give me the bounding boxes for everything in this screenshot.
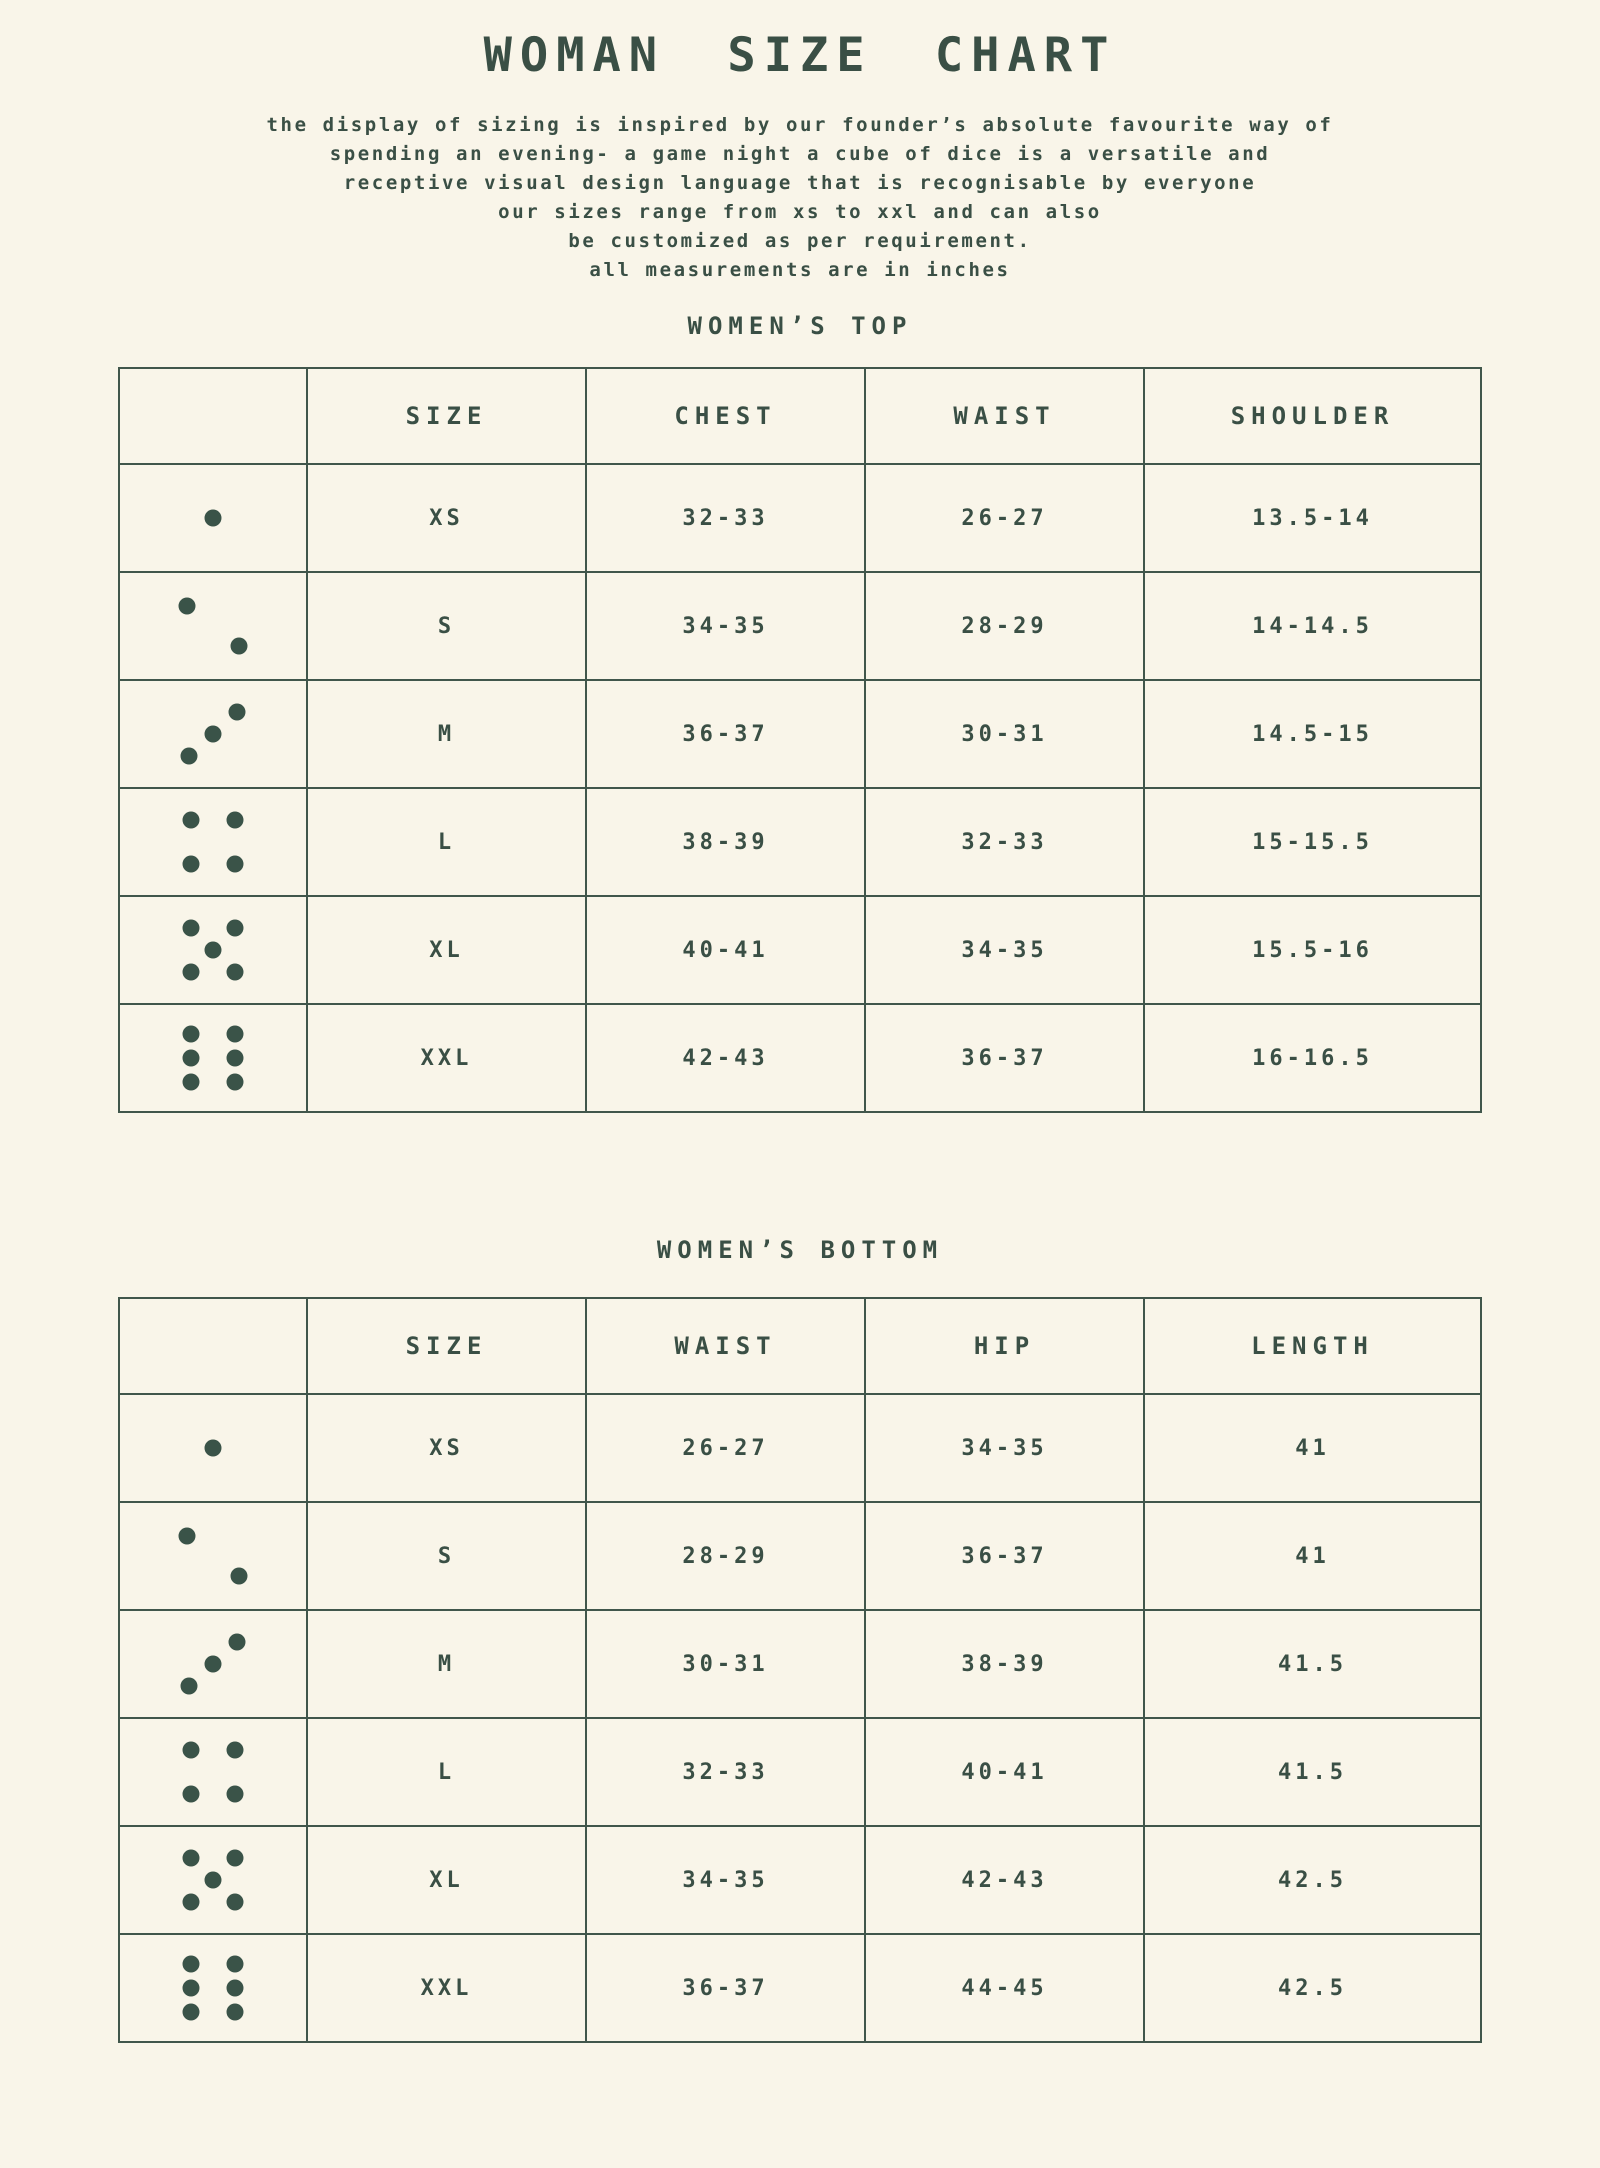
value-cell: 36-37 [585,681,864,787]
table-row [120,787,1480,895]
value-cell: 38-39 [864,1611,1143,1717]
dice-1-icon [177,486,249,550]
value-cell: 32-33 [585,1719,864,1825]
dice-cell [120,897,306,1003]
dice-pip [183,1074,200,1091]
page-title: WOMAN SIZE CHART [483,28,1117,83]
table-row [120,895,1480,1003]
dice-cell [120,1935,306,2041]
dice-cell [120,1827,306,1933]
header-row [120,1299,1480,1393]
intro-paragraph [0,111,1600,285]
dice-pip [230,1568,247,1585]
dice-5-icon [177,1848,249,1912]
dice-pip [226,1893,243,1910]
size-cell: XS [306,465,585,571]
dice-2-icon [177,594,249,658]
dice-pip [228,1633,245,1650]
table-row [120,1933,1480,2041]
dice-3-icon [177,1632,249,1696]
dice-pip [179,1527,196,1544]
dice-pip [226,1785,243,1802]
header-cell-chest: CHEST [585,369,864,463]
dice-6-icon [177,1026,249,1090]
dice-pip [226,1980,243,1997]
value-cell: 34-35 [585,1827,864,1933]
value-cell: 15-15.5 [1143,789,1480,895]
header-cell-waist: WAIST [864,369,1143,463]
value-cell: 28-29 [585,1503,864,1609]
intro-line: spending an evening- a game night a cube of dice is a versatile and [329,143,1271,165]
dice-pip [226,855,243,872]
value-cell: 40-41 [585,897,864,1003]
table-row [120,571,1480,679]
dice-pip [183,1850,200,1867]
header-cell-size: SIZE [306,369,585,463]
dice-pip [226,812,243,829]
value-cell: 38-39 [585,789,864,895]
dice-pip [183,1955,200,1972]
value-cell: 26-27 [585,1395,864,1501]
dice-5-icon [177,918,249,982]
dice-pip [183,855,200,872]
value-cell: 42-43 [585,1005,864,1111]
dice-pip [226,1955,243,1972]
intro-line: receptive visual design language that is recognisable by everyone [343,172,1257,194]
womens-top-section [0,311,1600,1113]
value-cell: 36-37 [585,1935,864,2041]
dice-pip [183,1893,200,1910]
dice-pip [226,1050,243,1067]
value-cell: 13.5-14 [1143,465,1480,571]
table-title: WOMEN’S BOTTOM [656,1236,944,1264]
dice-cell [120,1611,306,1717]
size-cell: XXL [306,1935,585,2041]
dice-4-icon [177,1740,249,1804]
value-cell: 41.5 [1143,1719,1480,1825]
value-cell: 36-37 [864,1005,1143,1111]
size-cell: XXL [306,1005,585,1111]
size-cell: L [306,1719,585,1825]
header-row [120,369,1480,463]
table-row [120,1393,1480,1501]
dice-pip [226,1742,243,1759]
table-row [120,1501,1480,1609]
dice-cell [120,1719,306,1825]
dice-pip [230,638,247,655]
size-cell: S [306,1503,585,1609]
value-cell: 42.5 [1143,1935,1480,2041]
dice-pip [205,1440,222,1457]
dice-pip [226,920,243,937]
value-cell: 44-45 [864,1935,1143,2041]
dice-column-header [120,369,306,463]
womens-bottom-section [0,1235,1600,2043]
table-row [120,1003,1480,1111]
table-title: WOMEN’S TOP [687,312,913,340]
value-cell: 32-33 [585,465,864,571]
dice-cell [120,465,306,571]
dice-pip [183,920,200,937]
value-cell: 41 [1143,1395,1480,1501]
value-cell: 30-31 [585,1611,864,1717]
size-cell: M [306,1611,585,1717]
dice-pip [183,812,200,829]
size-cell: XL [306,897,585,1003]
dice-pip [183,2004,200,2021]
value-cell: 16-16.5 [1143,1005,1480,1111]
value-cell: 36-37 [864,1503,1143,1609]
dice-cell [120,1395,306,1501]
header-cell-hip: HIP [864,1299,1143,1393]
value-cell: 14.5-15 [1143,681,1480,787]
header-cell-size: SIZE [306,1299,585,1393]
dice-pip [205,510,222,527]
womens-bottom-table [118,1297,1482,2043]
dice-pip [226,1025,243,1042]
dice-column-header [120,1299,306,1393]
value-cell: 32-33 [864,789,1143,895]
dice-cell [120,789,306,895]
header-cell-waist: WAIST [585,1299,864,1393]
size-cell: XS [306,1395,585,1501]
intro-line: be customized as per requirement. [568,230,1032,252]
value-cell: 40-41 [864,1719,1143,1825]
intro-line: our sizes range from xs to xxl and can also [498,201,1102,223]
value-cell: 14-14.5 [1143,573,1480,679]
value-cell: 42-43 [864,1827,1143,1933]
dice-1-icon [177,1416,249,1480]
value-cell: 15.5-16 [1143,897,1480,1003]
dice-cell [120,1503,306,1609]
dice-pip [183,1742,200,1759]
dice-cell [120,1005,306,1111]
dice-6-icon [177,1956,249,2020]
dice-2-icon [177,1524,249,1588]
womens-top-table [118,367,1482,1113]
dice-pip [183,963,200,980]
dice-pip [205,942,222,959]
dice-cell [120,573,306,679]
table-row [120,463,1480,571]
dice-pip [183,1025,200,1042]
header-cell-shoulder: SHOULDER [1143,369,1480,463]
value-cell: 30-31 [864,681,1143,787]
size-cell: S [306,573,585,679]
value-cell: 34-35 [585,573,864,679]
value-cell: 34-35 [864,897,1143,1003]
dice-pip [226,2004,243,2021]
dice-pip [228,703,245,720]
dice-cell [120,681,306,787]
value-cell: 41 [1143,1503,1480,1609]
value-cell: 41.5 [1143,1611,1480,1717]
dice-pip [181,748,198,765]
size-cell: L [306,789,585,895]
value-cell: 28-29 [864,573,1143,679]
size-cell: M [306,681,585,787]
dice-pip [226,1850,243,1867]
dice-3-icon [177,702,249,766]
dice-pip [226,1074,243,1091]
table-row [120,679,1480,787]
dice-pip [183,1050,200,1067]
value-cell: 34-35 [864,1395,1143,1501]
value-cell: 42.5 [1143,1827,1480,1933]
table-row [120,1825,1480,1933]
dice-pip [226,963,243,980]
dice-4-icon [177,810,249,874]
header-cell-length: LENGTH [1143,1299,1480,1393]
table-row [120,1717,1480,1825]
size-cell: XL [306,1827,585,1933]
dice-pip [183,1980,200,1997]
dice-pip [183,1785,200,1802]
value-cell: 26-27 [864,465,1143,571]
dice-pip [205,1656,222,1673]
intro-line: the display of sizing is inspired by our founder’s absolute favourite way of [266,114,1334,136]
table-row [120,1609,1480,1717]
dice-pip [179,597,196,614]
dice-pip [181,1678,198,1695]
intro-line: all measurements are in inches [589,259,1011,281]
dice-pip [205,1872,222,1889]
dice-pip [205,726,222,743]
